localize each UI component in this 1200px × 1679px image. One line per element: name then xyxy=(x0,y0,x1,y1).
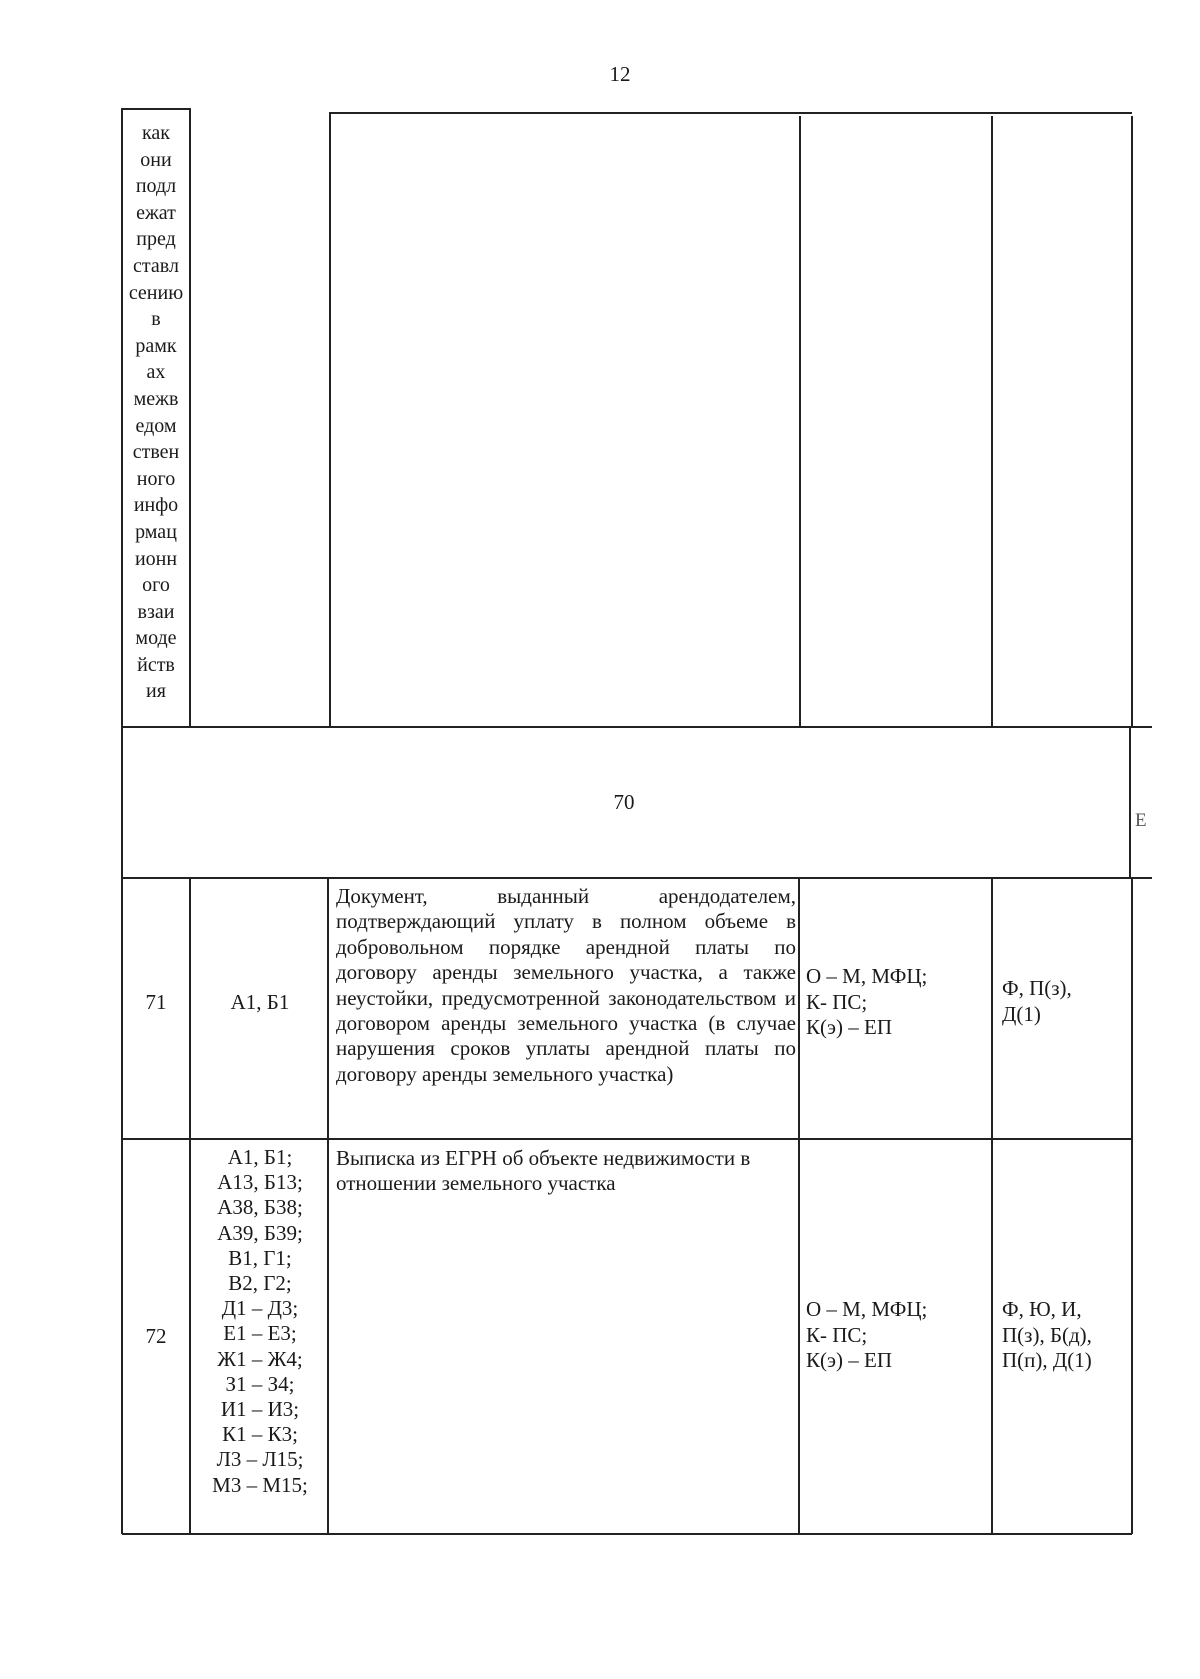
page-number: 12 xyxy=(609,62,631,86)
row-71-method xyxy=(806,964,996,1041)
continuation-line: они xyxy=(140,148,172,171)
method-line: К- ПС; xyxy=(806,989,868,1014)
applicant-line: П(з), Б(д), xyxy=(1002,1322,1092,1347)
table-right-border-top xyxy=(1131,116,1133,727)
col-divider-3-bottom xyxy=(798,877,800,1534)
code-item: Е1 – Е3; xyxy=(223,1321,297,1346)
row-divider-section xyxy=(122,877,1152,879)
code-item: А13, Б13; xyxy=(217,1170,303,1195)
row-71-applicants xyxy=(1002,976,1132,1027)
row-72-document: Выписка из ЕГРН об объекте недвижимости в отношении земельного участка xyxy=(336,1146,751,1196)
row-divider-continuation xyxy=(122,726,1152,728)
continuation-line: ия xyxy=(146,680,166,703)
col-divider-3-top xyxy=(799,116,801,727)
table-top-border-right xyxy=(330,112,1132,114)
code-item: А38, Б38; xyxy=(217,1195,303,1220)
continuation-line: инфо xyxy=(133,494,179,517)
continuation-line: ежат xyxy=(136,201,176,224)
col-divider-4-top xyxy=(991,116,993,727)
continuation-line: едом xyxy=(135,414,177,437)
section-number: 70 xyxy=(613,790,635,814)
continuation-line: ионн xyxy=(134,547,178,570)
continuation-line: как xyxy=(141,122,170,144)
continuation-line: ого xyxy=(142,574,170,597)
continuation-line: ствен xyxy=(132,441,180,464)
continuation-line: межв xyxy=(133,387,179,410)
code-item: И1 – И3; xyxy=(220,1397,300,1422)
continuation-line: в xyxy=(151,308,161,331)
continuation-line: ставл xyxy=(133,254,179,277)
continuation-line: подл xyxy=(135,175,177,198)
row-72-codes xyxy=(190,1145,330,1498)
continuation-line: йств xyxy=(137,653,175,676)
section-right-border xyxy=(1129,727,1131,877)
code-item: Д1 – Д3; xyxy=(221,1296,299,1321)
code-item: Л3 – Л15; xyxy=(216,1447,304,1472)
table-top-border-left xyxy=(122,108,190,110)
table-bottom-border xyxy=(122,1533,1132,1535)
continuation-line: рмац xyxy=(135,520,177,543)
continuation-cell-text xyxy=(122,120,190,705)
applicant-line: П(п), Д(1) xyxy=(1002,1348,1092,1373)
row-72-applicants xyxy=(1002,1297,1132,1374)
continuation-line: взаи xyxy=(137,600,175,623)
row-71-number: 71 xyxy=(145,990,167,1014)
col-divider-2-top xyxy=(329,112,331,727)
method-line: К- ПС; xyxy=(806,1322,868,1347)
method-line: О – М, МФЦ; xyxy=(806,1297,928,1321)
method-line: К(э) – ЕП xyxy=(806,1015,892,1040)
code-item: А1, Б1; xyxy=(227,1145,293,1169)
code-item: А39, Б39; xyxy=(217,1220,303,1245)
continuation-line: ного xyxy=(136,467,176,490)
applicant-line: Д(1) xyxy=(1002,1001,1041,1026)
applicant-line: Ф, Ю, И, xyxy=(1002,1297,1082,1321)
row-71-codes xyxy=(190,990,330,1015)
continuation-line: моде xyxy=(135,627,177,650)
continuation-line: ах xyxy=(146,361,166,384)
row-72-method xyxy=(806,1297,996,1374)
row-72-number: 72 xyxy=(145,1324,167,1348)
code-item: В1, Г1; xyxy=(228,1245,292,1270)
cropped-edge-glyph: Е xyxy=(1135,810,1147,831)
applicant-line: Ф, П(з), xyxy=(1002,976,1072,1000)
code-item: З1 – З4; xyxy=(225,1371,295,1396)
continuation-line: пред xyxy=(136,228,176,251)
code-item: А1, Б1 xyxy=(230,990,290,1014)
row-71-document: Документ, выданный арендодателем, подтверждающий уплату в полном объеме в добровольном порядке арендной платы по договору аренды земельного участка, а также неустойки, предусмотренной законодательством и договором аренды земельного участка (в случае нарушения сроков уплаты арендной платы по договору аренды земельного участка) xyxy=(336,884,796,1086)
continuation-line: сению xyxy=(128,281,184,304)
code-item: Ж1 – Ж4; xyxy=(217,1346,303,1371)
code-item: М3 – М15; xyxy=(212,1472,308,1497)
row-divider-71 xyxy=(122,1138,1132,1140)
method-line: О – М, МФЦ; xyxy=(806,964,928,988)
continuation-line: рамк xyxy=(135,334,177,357)
method-line: К(э) – ЕП xyxy=(806,1348,892,1373)
code-item: К1 – К3; xyxy=(222,1422,298,1447)
code-item: В2, Г2; xyxy=(228,1271,292,1296)
